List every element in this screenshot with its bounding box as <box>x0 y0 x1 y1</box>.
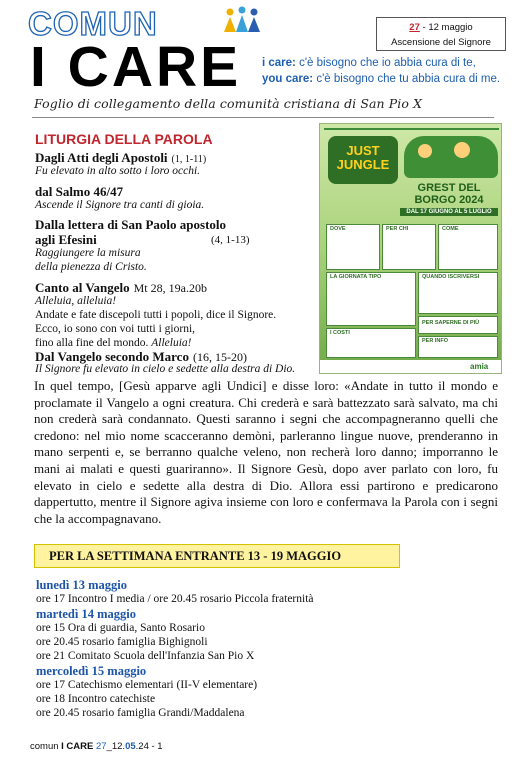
event-item: ore 15 Ora di guardia, Santo Rosario <box>36 622 205 634</box>
gospel-sub: Il Signore fu elevato in cielo e sedette alla destra di Dio. <box>35 363 296 375</box>
issue-info-box <box>376 17 506 51</box>
poster-label-dove: DOVE <box>330 226 346 232</box>
slogan-1-bold: i care: <box>262 57 296 69</box>
event-item: ore 18 Incontro catechiste <box>36 693 156 705</box>
reading-2-sub-2: della pienezza di Cristo. <box>35 261 147 273</box>
people-logo-icon <box>222 6 262 34</box>
gospel-text: In quel tempo, [Gesù apparve agli Undici] e disse loro: «Andate in tutto il mondo e proclamate il Vangelo a ogni creatura. Chi crederà e sarà battezzato sarà salvato, ma chi non crederà sarà condannato. Questi saranno i segni che accompagneranno quelli che credono: nel mio nome scacceranno demòni, parleranno lingue nuove, prenderanno in mano serpenti e, se berranno qualche veleno, non recherà loro danno; imporranno le mani ai malati e questi guariranno». Il Signore Gesù, dopo aver parlato con loro, fu elevato in cielo e sedette alla destra di Dio. Allora essi partirono e predicarono dappertutto, mentre il Signore agiva insieme con loro e confermava la Parola con i segni che la accompagnavano. <box>34 378 498 526</box>
slogan-line-2 <box>262 73 500 85</box>
week-title-box: PER LA SETTIMANA ENTRANTE 13 - 19 MAGGIO <box>34 544 400 568</box>
footer-a: comun <box>30 741 62 752</box>
day-wednesday: mercoledì 15 maggio <box>36 664 147 678</box>
reading-2-ref: (4, 1-13) <box>211 234 250 246</box>
footer-d: _12. <box>106 741 126 752</box>
poster-top-bar <box>324 128 499 130</box>
reading-1-sub: Fu elevato in alto sotto i loro occhi. <box>35 165 201 177</box>
event-item: ore 20.45 rosario famiglia Grandi/Maddalena <box>36 707 245 719</box>
header-divider <box>32 117 494 118</box>
poster-dates: DAL 17 GIUGNO AL 5 LUGLIO <box>400 208 498 216</box>
footer-e: 05 <box>125 741 136 752</box>
poster-title-2: BORGO 2024 <box>414 194 484 206</box>
poster-title-1: GREST DEL <box>417 182 481 194</box>
grest-poster <box>319 123 502 374</box>
logo-icare-text: I CARE <box>30 35 242 99</box>
subtitle: Foglio di collegamento della comunità cristiana di San Pio X <box>34 96 423 111</box>
poster-label-come: COME <box>442 226 459 232</box>
gospel-ref: (16, 15-20) <box>192 350 247 364</box>
acclamation-alleluia: Alleluia! <box>151 337 192 349</box>
acclamation-line-2: Andate e fate discepoli tutti i popoli, dice il Signore. <box>35 309 277 321</box>
poster-label-piu: PER SAPERNE DI PIÙ <box>422 320 480 326</box>
issue-date: - 12 maggio <box>422 22 473 33</box>
reading-1-title: Dagli Atti degli Apostoli <box>35 150 168 165</box>
day-tuesday: martedì 14 maggio <box>36 607 136 621</box>
poster-label-costi: I COSTI <box>330 330 350 336</box>
poster-label-info: PER INFO <box>422 338 448 344</box>
acclamation-line-3: Ecco, io sono con voi tutti i giorni, <box>35 323 196 335</box>
poster-box-giornata <box>326 272 416 326</box>
poster-sponsor: amia <box>470 362 489 371</box>
footer-c: 27 <box>93 741 107 752</box>
reading-2-title-1: Dalla lettera di San Paolo apostolo <box>35 217 227 232</box>
issue-feast: Ascensione del Signore <box>391 37 491 48</box>
reading-1-ref: (1, 1-11) <box>171 154 207 165</box>
event-item: ore 21 Comitato Scuola dell'Infanzia San Pio X <box>36 650 255 662</box>
reading-2-sub-1: Raggiungere la misura <box>35 247 141 259</box>
day-monday: lunedì 13 maggio <box>36 578 127 592</box>
logo-comun-text: COMUN <box>28 5 158 42</box>
reading-2-title-2: agli Efesini <box>35 232 97 247</box>
acclamation-ref: Mt 28, 19a.20b <box>133 281 207 295</box>
psalm-sub: Ascende il Signore tra canti di gioia. <box>35 199 205 211</box>
slogan-2-bold: you care: <box>262 73 314 85</box>
poster-characters <box>404 136 498 178</box>
event-item: ore 17 Incontro I media / ore 20.45 rosario Piccola fraternità <box>36 593 314 605</box>
character-face-2 <box>454 142 470 158</box>
gospel-title: Dal Vangelo secondo Marco <box>35 349 189 364</box>
event-item: ore 20.45 rosario famiglia Bighignoli <box>36 636 208 648</box>
footer-b: I CARE <box>61 741 94 752</box>
poster-label-quando: QUANDO ISCRIVERSI <box>422 274 480 280</box>
footer-f: .24 - 1 <box>135 741 163 752</box>
poster-label-giornata: LA GIORNATA TIPO <box>330 274 382 280</box>
slogan-2-text: c'è bisogno che tu abbia cura di me. <box>313 73 501 85</box>
psalm-title: dal Salmo 46/47 <box>35 184 124 199</box>
page-footer <box>30 741 163 752</box>
slogan-line-1 <box>262 57 476 69</box>
poster-label-perchi: PER CHI <box>386 226 409 232</box>
poster-brand: JUST JUNGLE <box>336 143 390 172</box>
acclamation-line-1: Alleluia, alleluia! <box>35 295 117 307</box>
acclamation-line-4a: fino alla fine del mondo. <box>35 337 152 349</box>
event-item: ore 17 Catechismo elementari (II-V elementare) <box>36 679 258 691</box>
slogan-1-text: c'è bisogno che io abbia cura di te, <box>295 57 476 69</box>
acclamation-title: Canto al Vangelo <box>35 280 130 295</box>
character-face-1 <box>418 144 432 158</box>
liturgy-title: LITURGIA DELLA PAROLA <box>35 131 213 147</box>
issue-number: 27 <box>409 22 420 33</box>
